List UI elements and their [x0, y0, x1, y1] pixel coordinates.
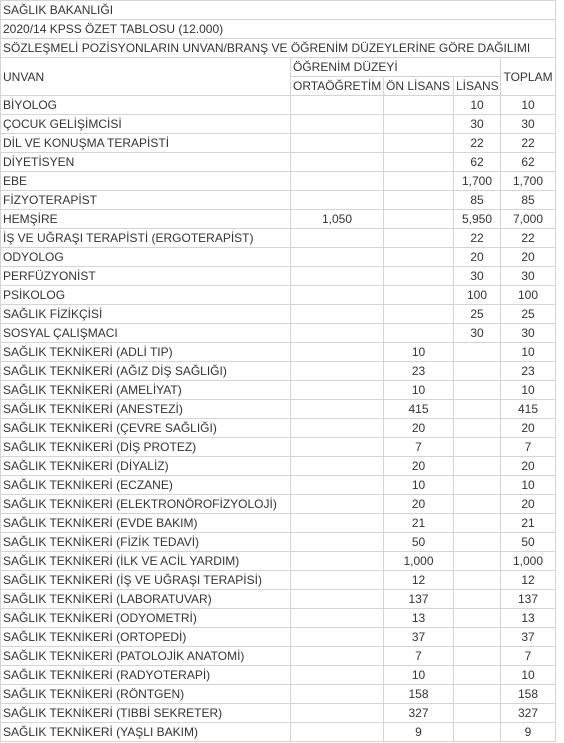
associate-degree-cell — [384, 172, 454, 191]
bachelor-degree-cell — [454, 476, 501, 495]
table-row — [1, 647, 556, 666]
table-row — [1, 305, 556, 324]
total-cell: 415 — [501, 400, 556, 419]
associate-degree-cell: 23 — [384, 362, 454, 381]
total-cell: 30 — [501, 115, 556, 134]
ministry-title: SAĞLIK BAKANLIĞI — [1, 1, 556, 20]
table-row — [1, 324, 556, 343]
secondary-school-cell — [291, 96, 384, 115]
associate-degree-cell — [384, 115, 454, 134]
table-row — [1, 609, 556, 628]
total-cell: 50 — [501, 533, 556, 552]
associate-degree-cell — [384, 153, 454, 172]
secondary-school-cell — [291, 172, 384, 191]
associate-degree-cell: 10 — [384, 476, 454, 495]
total-header: TOPLAM — [501, 58, 556, 96]
unvan-cell: ÇOCUK GELİŞİMCİSİ — [1, 115, 291, 134]
table-row — [1, 514, 556, 533]
associate-degree-cell — [384, 229, 454, 248]
secondary-school-cell — [291, 533, 384, 552]
associate-degree-cell: 415 — [384, 400, 454, 419]
secondary-school-cell — [291, 628, 384, 647]
associate-degree-cell: 10 — [384, 343, 454, 362]
associate-degree-cell — [384, 267, 454, 286]
table-row — [1, 590, 556, 609]
unvan-header: UNVAN — [1, 58, 291, 96]
total-cell: 22 — [501, 134, 556, 153]
secondary-school-cell — [291, 685, 384, 704]
total-cell: 21 — [501, 514, 556, 533]
unvan-cell: SAĞLIK TEKNİKERİ (AMELİYAT) — [1, 381, 291, 400]
table-row — [1, 400, 556, 419]
total-cell: 25 — [501, 305, 556, 324]
associate-degree-cell: 7 — [384, 647, 454, 666]
unvan-cell: SAĞLIK TEKNİKERİ (AĞIZ DİŞ SAĞLIĞI) — [1, 362, 291, 381]
bachelor-degree-cell — [454, 533, 501, 552]
bachelor-degree-cell — [454, 666, 501, 685]
unvan-cell: PERFÜZYONİST — [1, 267, 291, 286]
total-cell: 62 — [501, 153, 556, 172]
secondary-school-cell — [291, 723, 384, 742]
secondary-school-cell — [291, 571, 384, 590]
bachelor-degree-cell: 100 — [454, 286, 501, 305]
bachelor-degree-cell — [454, 400, 501, 419]
total-cell: 22 — [501, 229, 556, 248]
total-cell: 10 — [501, 343, 556, 362]
secondary-school-cell — [291, 476, 384, 495]
table-row — [1, 172, 556, 191]
bachelor-degree-cell: 30 — [454, 115, 501, 134]
associate-degree-cell: 20 — [384, 419, 454, 438]
secondary-school-cell — [291, 248, 384, 267]
unvan-cell: SAĞLIK TEKNİKERİ (İŞ VE UĞRAŞI TERAPİSİ) — [1, 571, 291, 590]
unvan-cell: SAĞLIK TEKNİKERİ (FİZİK TEDAVİ) — [1, 533, 291, 552]
secondary-school-cell — [291, 305, 384, 324]
table-row — [1, 381, 556, 400]
secondary-school-cell — [291, 666, 384, 685]
unvan-cell: SAĞLIK TEKNİKERİ (İLK VE ACİL YARDIM) — [1, 552, 291, 571]
table-row — [1, 438, 556, 457]
associate-degree-cell: 21 — [384, 514, 454, 533]
secondary-school-cell — [291, 590, 384, 609]
unvan-cell: SAĞLIK TEKNİKERİ (RADYOTERAPİ) — [1, 666, 291, 685]
total-cell: 100 — [501, 286, 556, 305]
total-cell: 30 — [501, 267, 556, 286]
table-row — [1, 476, 556, 495]
unvan-cell: SAĞLIK TEKNİKERİ (RÖNTGEN) — [1, 685, 291, 704]
bachelor-degree-cell: 85 — [454, 191, 501, 210]
total-cell: 327 — [501, 704, 556, 723]
associate-degree-cell — [384, 210, 454, 229]
table-row — [1, 533, 556, 552]
total-cell: 20 — [501, 419, 556, 438]
total-cell: 158 — [501, 685, 556, 704]
unvan-cell: SAĞLIK TEKNİKERİ (ECZANE) — [1, 476, 291, 495]
header-row-1 — [1, 58, 556, 77]
secondary-school-cell — [291, 343, 384, 362]
bachelor-degree-cell — [454, 628, 501, 647]
secondary-school-cell — [291, 381, 384, 400]
associate-degree-cell: 20 — [384, 457, 454, 476]
bachelor-degree-header: LİSANS — [454, 77, 501, 96]
associate-degree-cell: 1,000 — [384, 552, 454, 571]
table-row — [1, 248, 556, 267]
unvan-cell: SAĞLIK TEKNİKERİ (ELEKTRONÖROFİZYOLOJİ) — [1, 495, 291, 514]
total-cell: 10 — [501, 476, 556, 495]
table-row — [1, 191, 556, 210]
bachelor-degree-cell — [454, 571, 501, 590]
bachelor-degree-cell: 62 — [454, 153, 501, 172]
total-cell: 10 — [501, 381, 556, 400]
associate-degree-cell: 7 — [384, 438, 454, 457]
bachelor-degree-cell — [454, 552, 501, 571]
total-cell: 20 — [501, 457, 556, 476]
associate-degree-cell — [384, 305, 454, 324]
bachelor-degree-cell — [454, 495, 501, 514]
secondary-school-cell — [291, 362, 384, 381]
secondary-school-cell — [291, 514, 384, 533]
table-row — [1, 115, 556, 134]
total-cell: 23 — [501, 362, 556, 381]
bachelor-degree-cell: 1,700 — [454, 172, 501, 191]
secondary-school-cell: 1,050 — [291, 210, 384, 229]
total-cell: 137 — [501, 590, 556, 609]
table-row — [1, 153, 556, 172]
bachelor-degree-cell — [454, 343, 501, 362]
secondary-school-cell — [291, 324, 384, 343]
bachelor-degree-cell — [454, 685, 501, 704]
unvan-cell: SAĞLIK TEKNİKERİ (TIBBİ SEKRETER) — [1, 704, 291, 723]
table-row — [1, 666, 556, 685]
secondary-school-cell — [291, 229, 384, 248]
unvan-cell: SAĞLIK TEKNİKERİ (ÇEVRE SAĞLIĞI) — [1, 419, 291, 438]
total-cell: 9 — [501, 723, 556, 742]
secondary-school-cell — [291, 419, 384, 438]
secondary-school-cell — [291, 704, 384, 723]
total-cell: 1,000 — [501, 552, 556, 571]
total-cell: 12 — [501, 571, 556, 590]
bachelor-degree-cell — [454, 514, 501, 533]
total-cell: 7 — [501, 438, 556, 457]
total-cell: 1,700 — [501, 172, 556, 191]
bachelor-degree-cell: 20 — [454, 248, 501, 267]
associate-degree-cell: 20 — [384, 495, 454, 514]
secondary-school-cell — [291, 457, 384, 476]
secondary-school-header: ORTAÖĞRETİM — [291, 77, 384, 96]
secondary-school-cell — [291, 115, 384, 134]
education-level-header: ÖĞRENİM DÜZEYİ — [291, 58, 501, 77]
total-cell: 20 — [501, 495, 556, 514]
table-row — [1, 704, 556, 723]
unvan-cell: SOSYAL ÇALIŞMACI — [1, 324, 291, 343]
table-row — [1, 552, 556, 571]
total-cell: 7,000 — [501, 210, 556, 229]
associate-degree-cell — [384, 324, 454, 343]
secondary-school-cell — [291, 495, 384, 514]
unvan-cell: SAĞLIK TEKNİKERİ (ADLİ TIP) — [1, 343, 291, 362]
bachelor-degree-cell: 30 — [454, 267, 501, 286]
bachelor-degree-cell: 30 — [454, 324, 501, 343]
title-row-3 — [1, 39, 556, 58]
table-row — [1, 571, 556, 590]
bachelor-degree-cell — [454, 704, 501, 723]
secondary-school-cell — [291, 134, 384, 153]
secondary-school-cell — [291, 267, 384, 286]
bachelor-degree-cell — [454, 362, 501, 381]
secondary-school-cell — [291, 400, 384, 419]
associate-degree-cell — [384, 134, 454, 153]
secondary-school-cell — [291, 647, 384, 666]
title-row-2 — [1, 20, 556, 39]
table-row — [1, 267, 556, 286]
bachelor-degree-cell — [454, 647, 501, 666]
secondary-school-cell — [291, 191, 384, 210]
total-cell: 37 — [501, 628, 556, 647]
total-cell: 30 — [501, 324, 556, 343]
bachelor-degree-cell: 25 — [454, 305, 501, 324]
total-cell: 10 — [501, 666, 556, 685]
title-row-1 — [1, 1, 556, 20]
unvan-cell: HEMŞİRE — [1, 210, 291, 229]
unvan-cell: BİYOLOG — [1, 96, 291, 115]
associate-degree-cell: 327 — [384, 704, 454, 723]
unvan-cell: SAĞLIK TEKNİKERİ (EVDE BAKIM) — [1, 514, 291, 533]
bachelor-degree-cell — [454, 723, 501, 742]
secondary-school-cell — [291, 438, 384, 457]
distribution-title: SÖZLEŞMELİ POZİSYONLARIN UNVAN/BRANŞ VE ÖĞRENİM DÜZEYLERİNE GÖRE DAĞILIMI — [1, 39, 556, 58]
table-row — [1, 362, 556, 381]
table-row — [1, 457, 556, 476]
table-row — [1, 286, 556, 305]
bachelor-degree-cell — [454, 609, 501, 628]
associate-degree-cell: 50 — [384, 533, 454, 552]
associate-degree-cell: 12 — [384, 571, 454, 590]
table-row — [1, 628, 556, 647]
table-row — [1, 134, 556, 153]
unvan-cell: SAĞLIK TEKNİKERİ (DİYALİZ) — [1, 457, 291, 476]
secondary-school-cell — [291, 153, 384, 172]
unvan-cell: FİZYOTERAPİST — [1, 191, 291, 210]
unvan-cell: SAĞLIK FİZİKÇİSİ — [1, 305, 291, 324]
associate-degree-cell: 10 — [384, 381, 454, 400]
bachelor-degree-cell — [454, 381, 501, 400]
table-row — [1, 685, 556, 704]
secondary-school-cell — [291, 609, 384, 628]
unvan-cell: EBE — [1, 172, 291, 191]
unvan-cell: DİYETİSYEN — [1, 153, 291, 172]
unvan-cell: ODYOLOG — [1, 248, 291, 267]
associate-degree-header: ÖN LİSANS — [384, 77, 454, 96]
associate-degree-cell: 158 — [384, 685, 454, 704]
unvan-cell: SAĞLIK TEKNİKERİ (DİŞ PROTEZ) — [1, 438, 291, 457]
bachelor-degree-cell: 22 — [454, 229, 501, 248]
associate-degree-cell — [384, 191, 454, 210]
unvan-cell: SAĞLIK TEKNİKERİ (YAŞLI BAKIM) — [1, 723, 291, 742]
unvan-cell: PSİKOLOG — [1, 286, 291, 305]
associate-degree-cell: 13 — [384, 609, 454, 628]
table-row — [1, 343, 556, 362]
bachelor-degree-cell — [454, 457, 501, 476]
table-row — [1, 723, 556, 742]
bachelor-degree-cell: 5,950 — [454, 210, 501, 229]
secondary-school-cell — [291, 286, 384, 305]
associate-degree-cell — [384, 96, 454, 115]
bachelor-degree-cell — [454, 419, 501, 438]
bachelor-degree-cell: 10 — [454, 96, 501, 115]
total-cell: 10 — [501, 96, 556, 115]
bachelor-degree-cell — [454, 438, 501, 457]
unvan-cell: SAĞLIK TEKNİKERİ (ODYOMETRİ) — [1, 609, 291, 628]
unvan-cell: SAĞLIK TEKNİKERİ (ANESTEZİ) — [1, 400, 291, 419]
unvan-cell: SAĞLIK TEKNİKERİ (ORTOPEDİ) — [1, 628, 291, 647]
associate-degree-cell: 10 — [384, 666, 454, 685]
associate-degree-cell — [384, 248, 454, 267]
table-row — [1, 495, 556, 514]
summary-table-title: 2020/14 KPSS ÖZET TABLOSU (12.000) — [1, 20, 556, 39]
bachelor-degree-cell: 22 — [454, 134, 501, 153]
table-row — [1, 419, 556, 438]
unvan-cell: SAĞLIK TEKNİKERİ (LABORATUVAR) — [1, 590, 291, 609]
table-row — [1, 210, 556, 229]
associate-degree-cell: 137 — [384, 590, 454, 609]
table-row — [1, 229, 556, 248]
total-cell: 85 — [501, 191, 556, 210]
associate-degree-cell: 37 — [384, 628, 454, 647]
total-cell: 7 — [501, 647, 556, 666]
associate-degree-cell: 9 — [384, 723, 454, 742]
unvan-cell: İŞ VE UĞRAŞI TERAPİSTİ (ERGOTERAPİST) — [1, 229, 291, 248]
associate-degree-cell — [384, 286, 454, 305]
unvan-cell: SAĞLIK TEKNİKERİ (PATOLOJİK ANATOMİ) — [1, 647, 291, 666]
total-cell: 13 — [501, 609, 556, 628]
bachelor-degree-cell — [454, 590, 501, 609]
unvan-cell: DİL VE KONUŞMA TERAPİSTİ — [1, 134, 291, 153]
secondary-school-cell — [291, 552, 384, 571]
table-row — [1, 96, 556, 115]
total-cell: 20 — [501, 248, 556, 267]
